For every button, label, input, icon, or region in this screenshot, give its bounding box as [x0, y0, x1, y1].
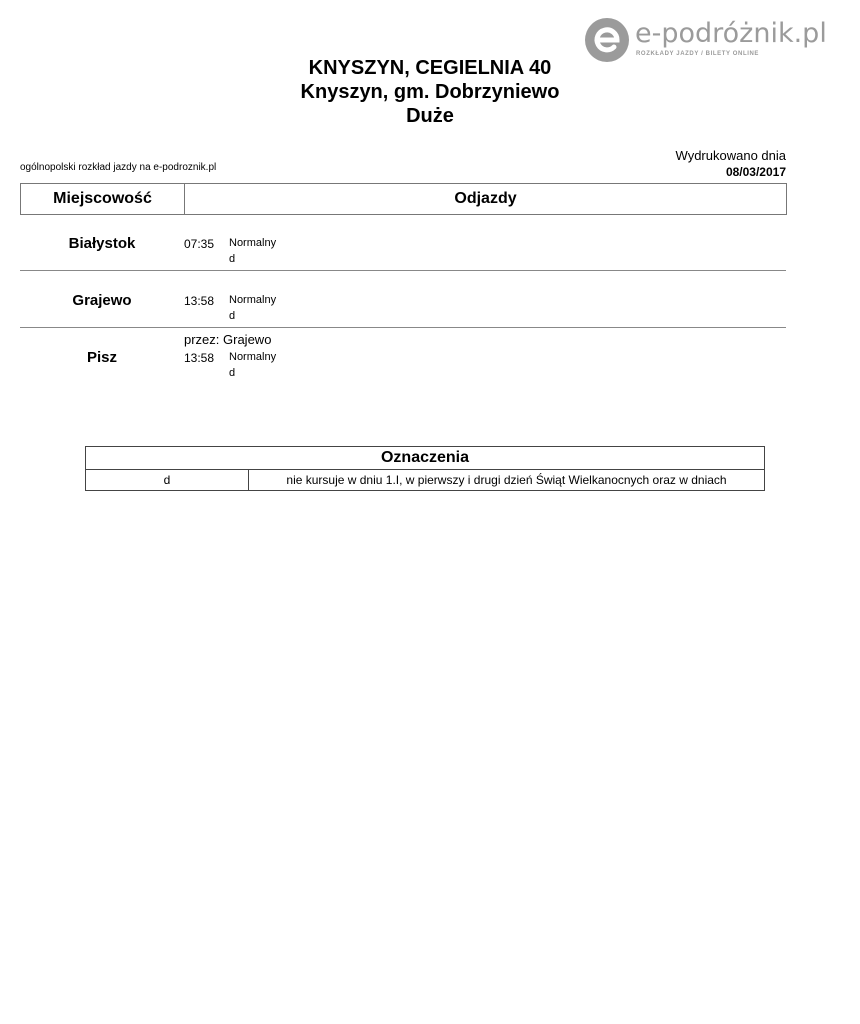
printed-date: 08/03/2017: [725, 165, 786, 179]
destination-name: Grajewo: [72, 292, 132, 309]
header-departures: Odjazdy: [454, 190, 517, 207]
table-row: [20, 331, 787, 383]
stop-title: KNYSZYN, CEGIELNIA 40: [308, 57, 552, 79]
destination-name: Białystok: [68, 235, 136, 252]
departure-mark: d: [229, 253, 236, 265]
site-note: ogólnopolski rozkład jazdy na e-podroznik.pl: [20, 162, 217, 173]
row-divider: [20, 270, 786, 271]
table-row: [20, 279, 787, 327]
departure-type: Normalny: [229, 237, 277, 249]
departure-mark: d: [229, 367, 236, 379]
printed-info: [676, 148, 786, 180]
legend-description: nie kursuje w dniu 1.I, w pierwszy i drugi dzień Świąt Wielkanocnych oraz w dniach: [286, 473, 727, 487]
departure-time: 13:58: [184, 351, 215, 365]
table-row: [20, 222, 787, 270]
departure-type: Normalny: [229, 294, 277, 306]
route-via: przez: Grajewo: [184, 332, 272, 347]
departure-time: 13:58: [184, 294, 215, 308]
table-header: [20, 183, 787, 215]
legend-title: Oznaczenia: [86, 447, 764, 470]
legend-table: [85, 446, 765, 491]
stop-name: Duże: [406, 105, 454, 127]
destination-name: Pisz: [86, 349, 117, 366]
departure-time: 07:35: [184, 237, 215, 251]
logo-tagline: ROZKŁADY JAZDY / BILETY ONLINE: [636, 51, 760, 57]
stop-subtitle: Knyszyn, gm. Dobrzyniewo: [300, 81, 560, 103]
row-divider: [20, 327, 786, 328]
page-title: [0, 56, 860, 128]
printed-label: Wydrukowano dnia: [675, 148, 786, 163]
logo-name: e-podróżnik.pl: [635, 18, 827, 49]
header-destination: Miejscowość: [21, 184, 185, 214]
departure-mark: d: [229, 310, 236, 322]
legend-code: d: [86, 470, 249, 490]
departure-type: Normalny: [229, 351, 277, 363]
